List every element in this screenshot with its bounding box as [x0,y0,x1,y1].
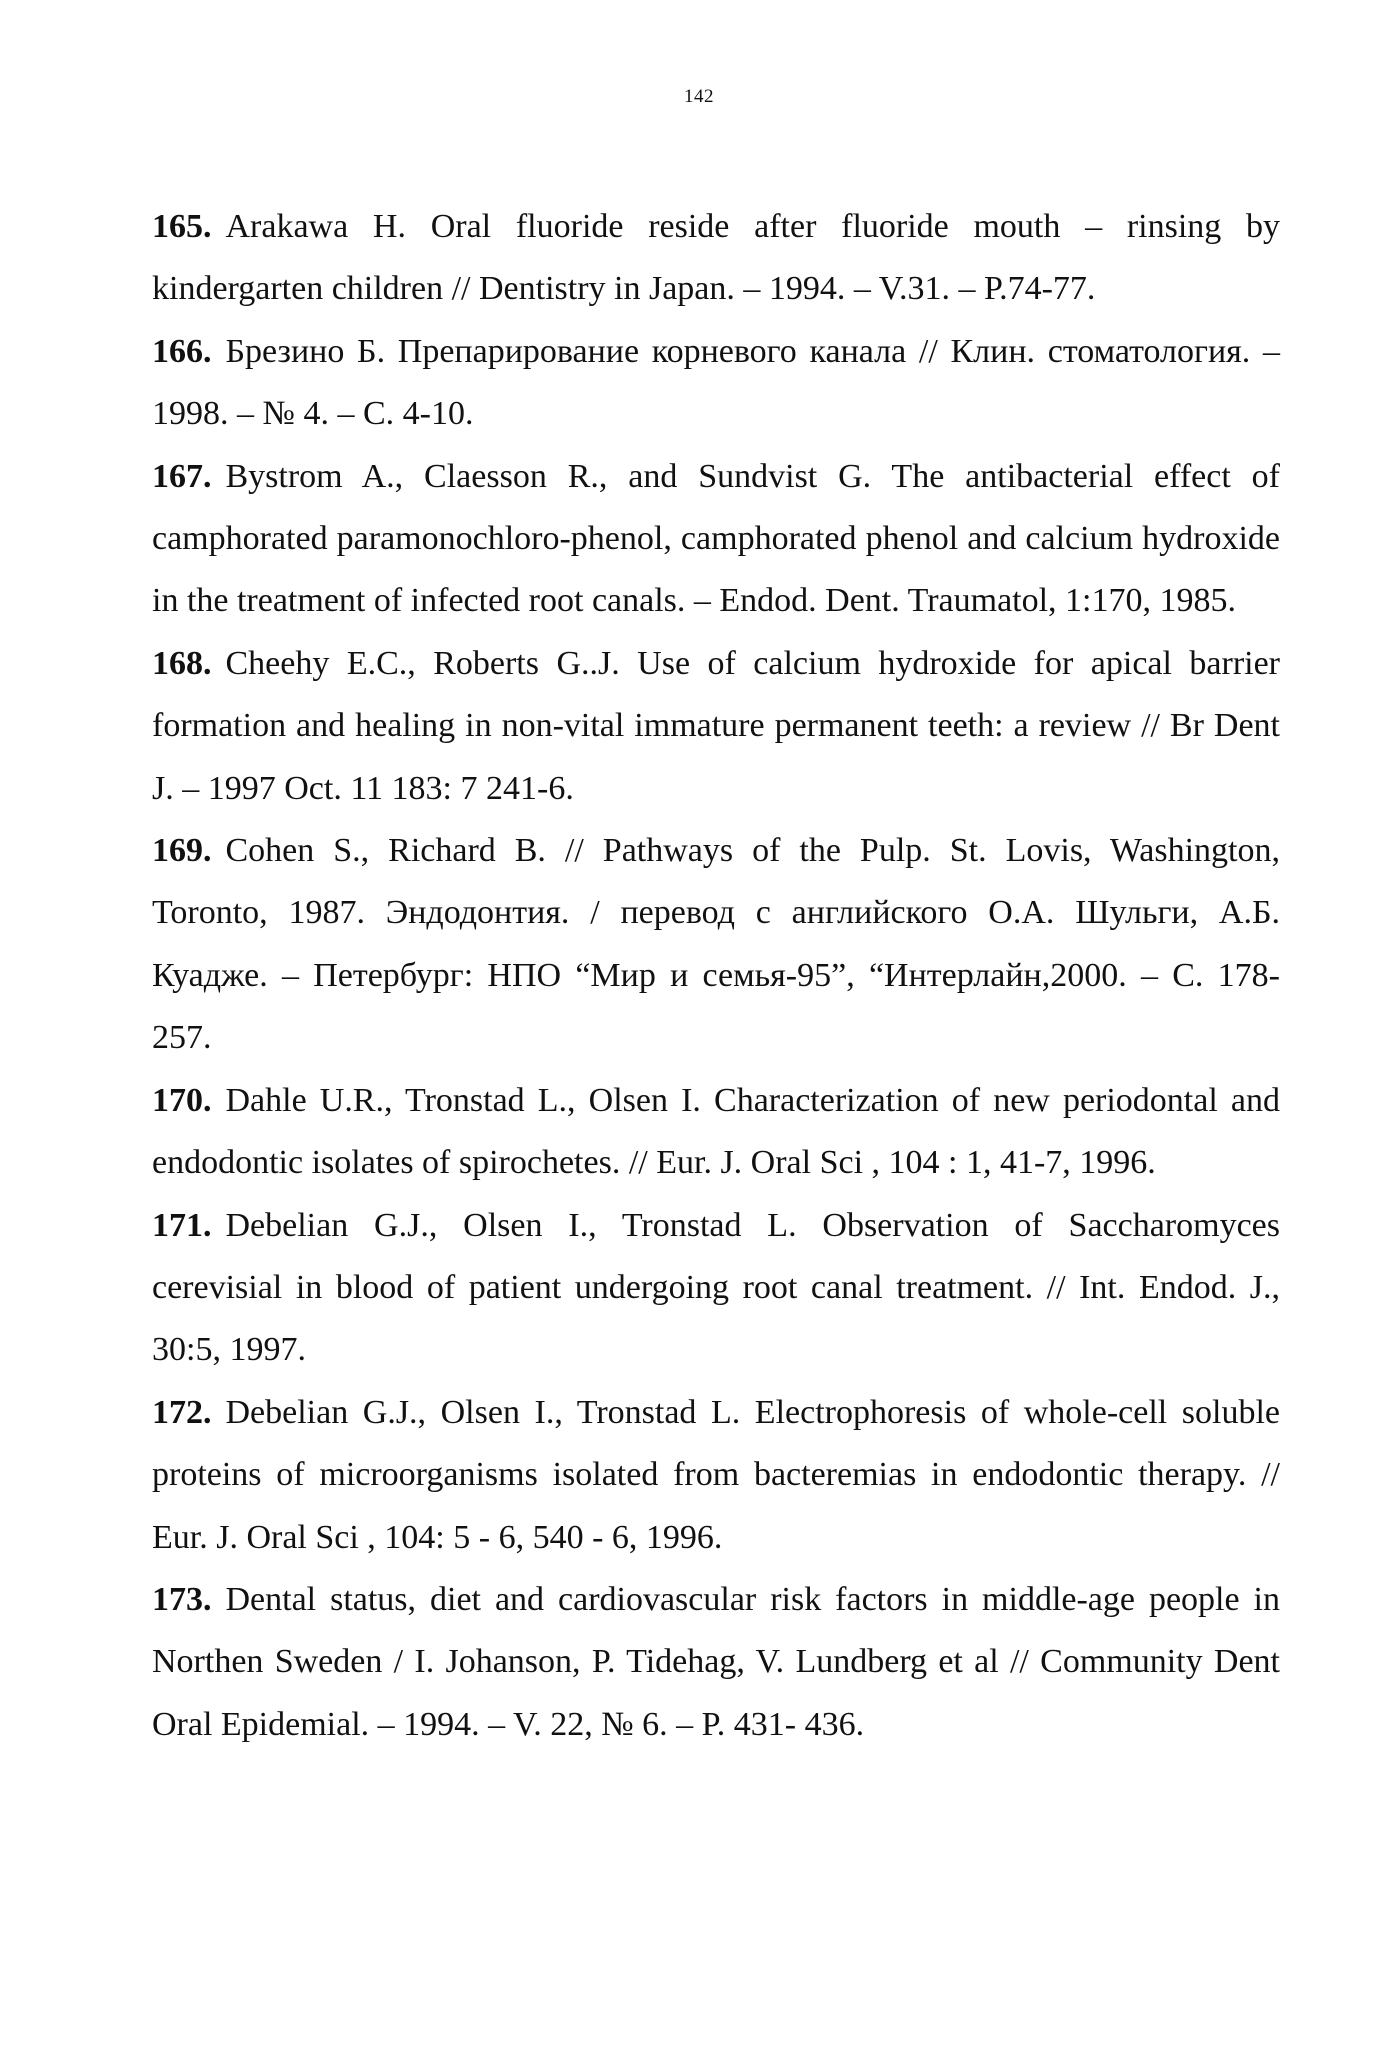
reference-number: 165. [152,208,212,245]
reference-item [152,820,1280,1070]
reference-number: 169. [152,832,212,870]
reference-text: Cheehy E.C., Roberts G..J. Use of calcium hydroxide for apical barrier formation and healing in non-vital immature permanent teeth: a review // Br Dent J. – 1997 Oct. 11 183: 7 241-6. [152,644,1280,807]
reference-number: 170. [152,1081,212,1119]
reference-item [152,321,1280,446]
reference-number: 173. [152,1580,212,1618]
reference-number: 171. [152,1206,212,1244]
reference-number: 168. [152,644,212,682]
reference-number: 172. [152,1393,212,1431]
reference-item [152,1569,1280,1756]
reference-text: Arakawa H. Oral fluoride reside after fluoride mouth – rinsing by kindergarten children // Dentistry in Japan. – 1994. – V.31. – P.74-77. [152,208,1280,308]
reference-item [152,1070,1280,1195]
reference-number: 166. [152,332,212,370]
reference-text: Dental status, diet and cardiovascular risk factors in middle-age people in Northen Sweden / I. Johanson, P. Tidehag, V. Lundberg et al // Community Dent Oral Epidemial. – 1994. – V. 22, № 6. – P. 431- 436. [152,1580,1280,1743]
reference-item [152,446,1280,633]
reference-item [152,1382,1280,1569]
reference-item [152,196,1280,321]
reference-text: Bystrom A., Claesson R., and Sundvist G. The antibacterial effect of camphorated paramonochloro-phenol, camphorated phenol and calcium hydroxide in the treatment of infected root canals. – Endod. Dent. Traumatol, 1:170, 1985. [152,457,1280,620]
reference-number: 167. [152,457,212,495]
reference-text: Cohen S., Richard B. // Pathways of the Pulp. St. Lovis, Washington, Toronto, 1987. Эндодонтия. / перевод с английского О.А. Шульги, А.Б. Куадже. – Петербург: НПО “Мир и семья-95”, “Интерлайн,2000. – С. 178-257. [152,832,1280,1057]
reference-text: Debelian G.J., Olsen I., Tronstad L. Electrophoresis of whole-cell soluble proteins of microorganisms isolated from bacteremias in endodontic therapy. // Eur. J. Oral Sci , 104: 5 - 6, 540 - 6, 1996. [152,1393,1280,1556]
reference-item [152,1195,1280,1382]
reference-text: Debelian G.J., Olsen I., Tronstad L. Observation of Saccharomyces cerevisial in blood of patient undergoing root canal treatment. // Int. Endod. J., 30:5, 1997. [152,1206,1280,1369]
reference-item [152,633,1280,820]
reference-list [152,196,1280,1756]
reference-text: Брезино Б. Препарирование корневого канала // Клин. стоматология. – 1998. – № 4. – С. 4-10. [152,332,1280,433]
reference-text: Dahle U.R., Tronstad L., Olsen I. Characterization of new periodontal and endodontic isolates of spirochetes. // Eur. J. Oral Sci , 104 : 1, 41-7, 1996. [152,1081,1280,1182]
page-number: 142 [684,86,714,107]
